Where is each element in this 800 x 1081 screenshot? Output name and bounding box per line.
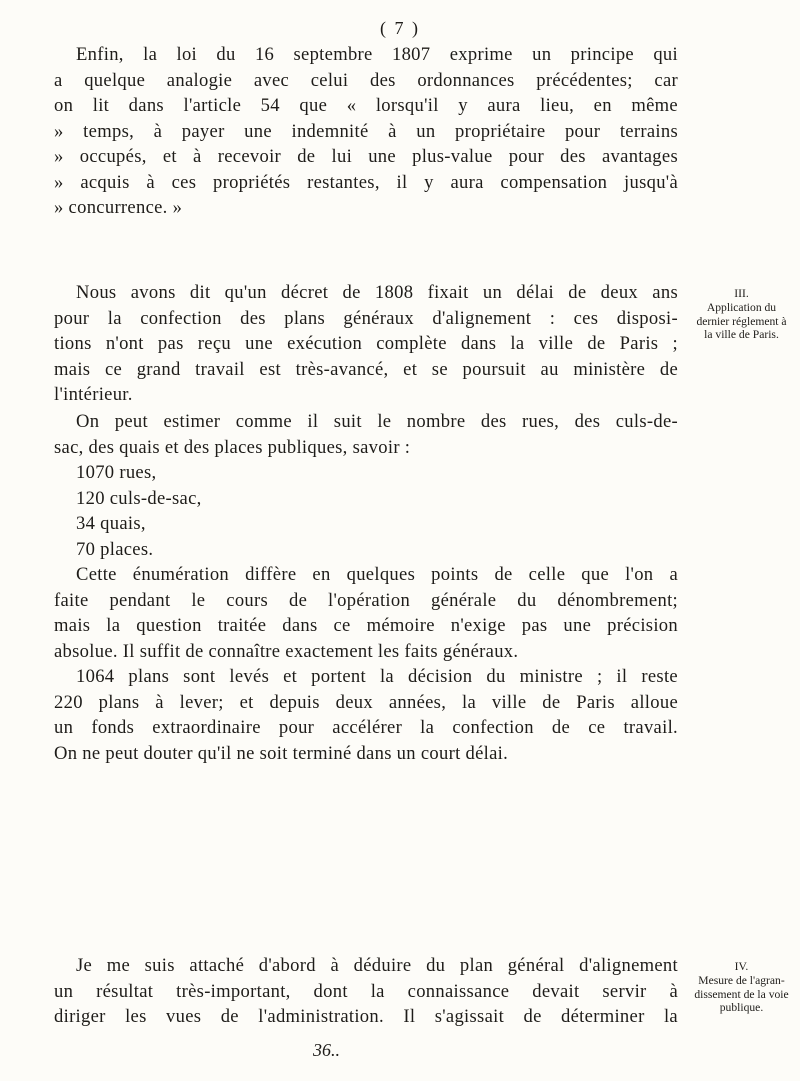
text-line: mais la question traitée dans ce mémoire n'exige pas une précision bbox=[54, 615, 678, 636]
margin-note-numeral: III. bbox=[734, 287, 749, 300]
text-line: on lit dans l'article 54 que « lorsqu'il y aura lieu, en même bbox=[54, 95, 678, 116]
list-item: 70 places. bbox=[76, 538, 154, 560]
text-line: tions n'ont pas reçu une exécution complète dans la ville de Paris ; bbox=[54, 333, 678, 354]
margin-note-line: la ville de Paris. bbox=[704, 328, 779, 342]
text-line: faite pendant le cours de l'opération générale du dénombrement; bbox=[54, 589, 678, 611]
list-item: 120 culs-de-sac, bbox=[76, 487, 202, 509]
text-line: » acquis à ces propriétés restantes, il y aura compensation jusqu'à bbox=[54, 171, 678, 193]
text-line: Je me suis attaché d'abord à déduire du plan général d'alignement bbox=[76, 955, 678, 976]
text-line: un résultat très-important, dont la connaissance devait servir à bbox=[54, 980, 678, 1002]
street-counts-list bbox=[76, 460, 476, 562]
paragraph-estimate bbox=[54, 409, 678, 460]
text-line: » occupés, et à recevoir de lui une plus-value pour des avantages bbox=[54, 146, 678, 167]
list-item: 1070 rues, bbox=[76, 462, 157, 483]
margin-note-iv bbox=[683, 960, 800, 1015]
text-line: l'intérieur. bbox=[54, 384, 133, 405]
text-line: On peut estimer comme il suit le nombre des rues, des culs-de- bbox=[76, 411, 678, 432]
text-line: pour la confection des plans généraux d'alignement : ces disposi- bbox=[54, 307, 678, 329]
paragraph-decree-1808 bbox=[54, 280, 678, 408]
text-line: diriger les vues de l'administration. Il s'agissait de déterminer la bbox=[54, 1006, 678, 1027]
margin-note-numeral: IV. bbox=[734, 960, 749, 973]
catchword: 36.. bbox=[313, 1040, 340, 1060]
margin-note-line: dernier réglement à bbox=[696, 314, 787, 328]
text-line: 220 plans à lever; et depuis deux années, la ville de Paris alloue bbox=[54, 691, 678, 713]
text-line: mais ce grand travail est très-avancé, et se poursuit au ministère de bbox=[54, 358, 678, 380]
text-line: Nous avons dit qu'un décret de 1808 fixait un délai de deux ans bbox=[76, 282, 678, 303]
margin-note-line: Application du bbox=[706, 300, 777, 314]
text-line: » concurrence. » bbox=[54, 197, 183, 218]
text-line: absolue. Il suffit de connaître exactement les faits généraux. bbox=[54, 640, 519, 662]
margin-note-iii bbox=[683, 287, 800, 342]
page-number: ( 7 ) bbox=[380, 18, 420, 38]
text-line: 1064 plans sont levés et portent la décision du ministre ; il reste bbox=[76, 666, 678, 687]
margin-note-line: dissement de la voie bbox=[694, 987, 789, 1001]
text-line: Enfin, la loi du 16 septembre 1807 exprime un principe qui bbox=[76, 44, 678, 65]
paragraph-law-1807 bbox=[54, 42, 678, 221]
margin-note-line: publique. bbox=[719, 1001, 764, 1015]
paragraph-enumeration bbox=[54, 562, 678, 766]
paragraph-alignment-plan bbox=[54, 953, 678, 1030]
text-line: sac, des quais et des places publiques, savoir : bbox=[54, 436, 411, 458]
text-line: un fonds extraordinaire pour accélérer la confection de ce travail. bbox=[54, 717, 678, 738]
margin-note-line: Mesure de l'agran- bbox=[698, 973, 785, 987]
text-line: On ne peut douter qu'il ne soit terminé dans un court délai. bbox=[54, 742, 509, 764]
text-line: Cette énumération diffère en quelques points de celle que l'on a bbox=[76, 564, 678, 585]
text-line: a quelque analogie avec celui des ordonnances précédentes; car bbox=[54, 69, 678, 91]
list-item: 34 quais, bbox=[76, 513, 146, 534]
text-line: » temps, à payer une indemnité à un propriétaire pour terrains bbox=[54, 120, 678, 142]
